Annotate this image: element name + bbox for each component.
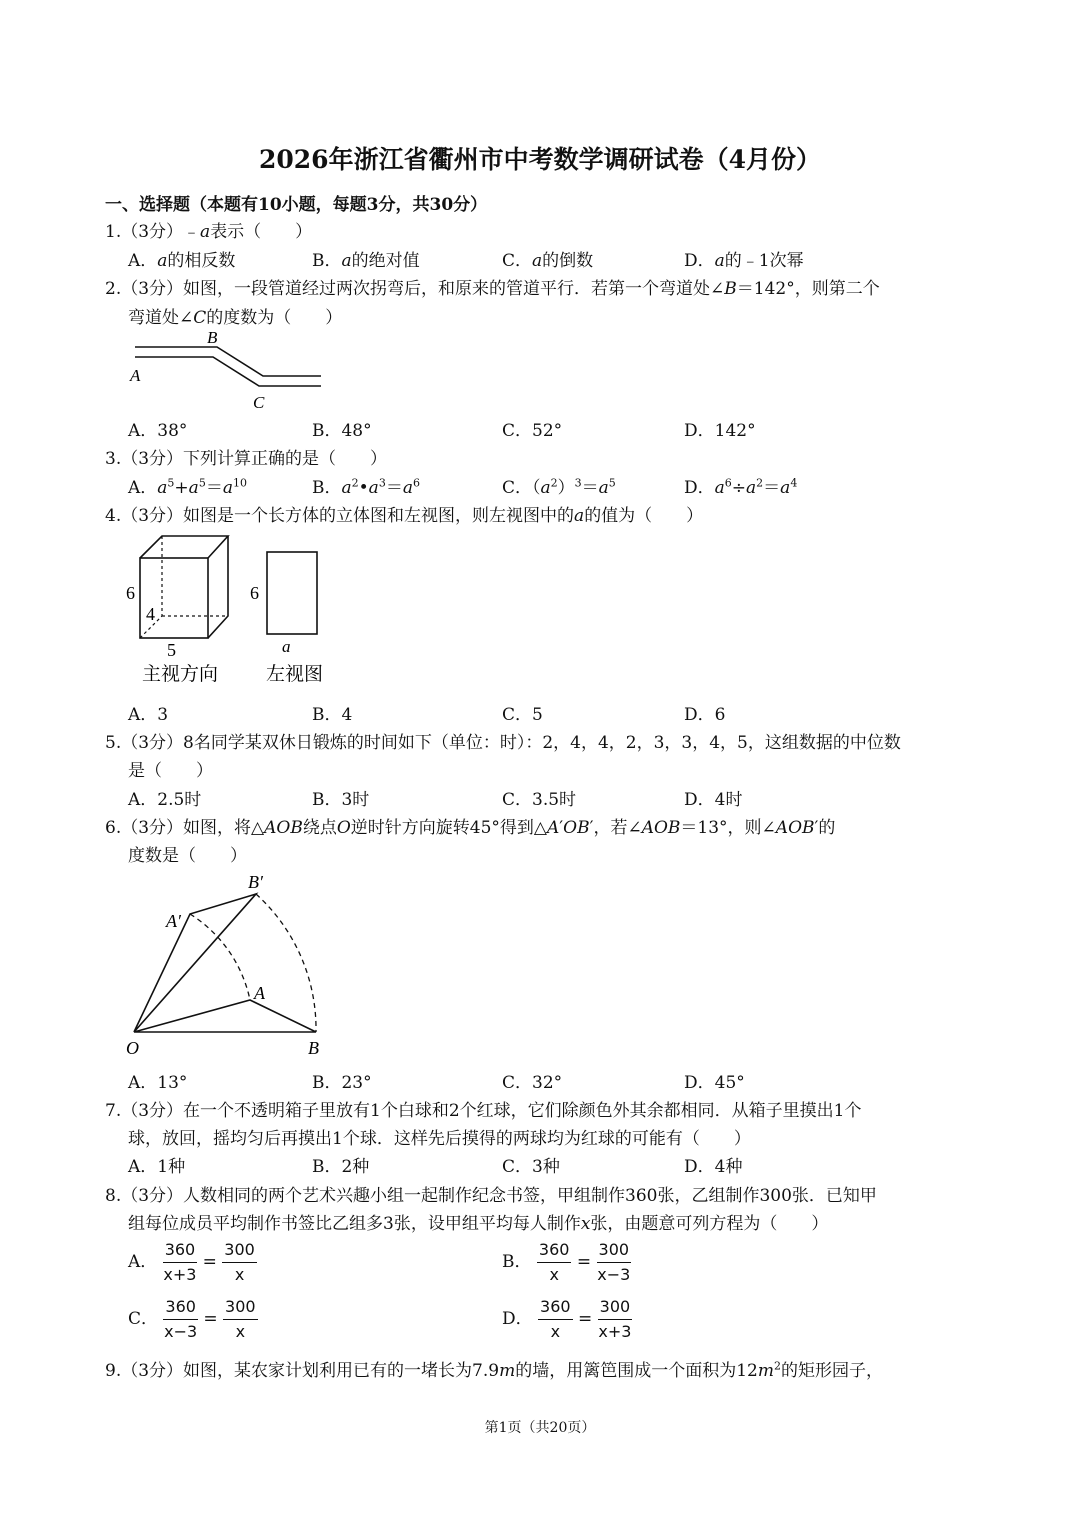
question-7-line1: 7.（3分）在一个不透明箱子里放有1个白球和2个红球，它们除颜色外其余都相同．从箱子里摸出1个 xyxy=(105,1101,862,1121)
q4-option-b: B．4 xyxy=(312,705,353,725)
q4-option-a: A．3 xyxy=(128,705,169,725)
view-height: 6 xyxy=(250,583,259,603)
q7-option-b: B．2种 xyxy=(312,1157,370,1177)
q1-option-b: B．a的绝对值 xyxy=(312,251,420,271)
cube-depth: 4 xyxy=(146,604,155,624)
q5-option-c: C．3.5时 xyxy=(502,790,577,810)
label-b: B xyxy=(207,328,218,347)
q7-option-d: D．4种 xyxy=(684,1157,743,1177)
q3-option-d: D．$a^6\div a^2=a^4$ xyxy=(684,476,798,498)
page-title: 2026年浙江省衢州市中考数学调研试卷（4月份） xyxy=(259,145,821,174)
q7-option-a: A．1种 xyxy=(128,1157,186,1177)
q6-option-c: C．32° xyxy=(502,1073,563,1093)
question-7-line2: 球，放回，摇均匀后再摸出1个球．这样先后摸得的两球均为红球的可能有（ ） xyxy=(128,1129,751,1149)
question-2-line1: 2.（3分）如图，一段管道经过两次拐弯后，和原来的管道平行．若第一个弯道处∠B＝142°，则第二个 xyxy=(105,279,880,299)
q8-option-b: B． $\frac{360}{x}$ = $\frac{300}{x-3}$ xyxy=(502,1240,631,1284)
q5-option-a: A．2.5时 xyxy=(128,790,202,810)
question-6-line2: 度数是（ ） xyxy=(128,846,247,866)
cube-height: 6 xyxy=(126,583,135,603)
view-a: a xyxy=(282,637,291,656)
q1-option-d: D．a的﹣1次幂 xyxy=(684,251,804,271)
q8-option-c: C． $\frac{360}{x-3}$ = $\frac{300}{x}$ xyxy=(128,1297,256,1341)
question-3-stem: 3.（3分）下列计算正确的是（ ） xyxy=(105,449,388,469)
q5-option-b: B．3时 xyxy=(312,790,370,810)
caption-left: 左视图 xyxy=(266,664,324,685)
q7-option-c: C．3种 xyxy=(502,1157,560,1177)
q2-option-c: C．52° xyxy=(502,421,563,441)
q8-option-a: A． $\frac{360}{x+3}$ = $\frac{300}{x}$ xyxy=(128,1240,255,1284)
q2-option-a: A．38° xyxy=(128,421,188,441)
question-8-line2: 组每位成员平均制作书签比乙组多3张，设甲组平均每人制作x张，由题意可列方程为（ ） xyxy=(128,1214,829,1234)
label-b: B xyxy=(308,1038,319,1058)
q1-option-a: A．a的相反数 xyxy=(128,251,236,271)
question-9-line1: 9.（3分）如图，某农家计划利用已有的一堵长为7.9m的墙，用篱笆围成一个面积为$12m^2$的矩形园子， xyxy=(105,1359,883,1381)
pipe-figure xyxy=(125,325,335,415)
q2-option-b: B．48° xyxy=(312,421,372,441)
q1-option-c: C．a的倒数 xyxy=(502,251,594,271)
question-5-line1: 5.（3分）8名同学某双休日锻炼的时间如下（单位：时）：2，4，4，2，3，3，4，5，这组数据的中位数 xyxy=(105,733,901,753)
question-5-line2: 是（ ） xyxy=(128,761,213,781)
label-o: O xyxy=(126,1038,139,1058)
q5-option-d: D．4时 xyxy=(684,790,743,810)
label-a: A xyxy=(254,983,265,1003)
rotation-figure xyxy=(120,868,340,1063)
label-b-prime: B′ xyxy=(248,872,263,892)
question-2-line2: 弯道处∠C的度数为（ ） xyxy=(128,308,343,328)
page-footer: 第1页（共20页） xyxy=(484,1420,596,1436)
q3-option-b: B．$a^2•a^3=a^6$ xyxy=(312,476,420,498)
cube-width: 5 xyxy=(167,640,176,660)
label-c: C xyxy=(253,393,265,412)
question-6-line1: 6.（3分）如图，将△AOB绕点O逆时针方向旋转45°得到△A′OB′，若∠AOB＝13°，则∠AOB′的 xyxy=(105,818,836,838)
q8-option-d: D． $\frac{360}{x}$ = $\frac{300}{x+3}$ xyxy=(502,1297,632,1341)
q3-option-c: C．$(a^2)^3=a^5$ xyxy=(502,476,616,498)
section-heading: 一、选择题（本题有10小题，每题3分，共30分） xyxy=(105,195,488,215)
q4-option-d: D．6 xyxy=(684,705,726,725)
cuboid-figure xyxy=(120,528,350,693)
q6-option-b: B．23° xyxy=(312,1073,372,1093)
q6-option-a: A．13° xyxy=(128,1073,188,1093)
q2-option-d: D．142° xyxy=(684,421,756,441)
label-a-prime: A′ xyxy=(166,911,181,931)
caption-front: 主视方向 xyxy=(142,664,219,685)
question-4-stem: 4.（3分）如图是一个长方体的立体图和左视图，则左视图中的a的值为（ ） xyxy=(105,506,704,526)
q3-option-a: A．$a^5+a^5=a^{10}$ xyxy=(128,476,247,498)
question-8-line1: 8.（3分）人数相同的两个艺术兴趣小组一起制作纪念书签，甲组制作360张，乙组制作300张．已知甲 xyxy=(105,1186,877,1206)
q4-option-c: C．5 xyxy=(502,705,543,725)
question-1-stem: 1.（3分）﹣a表示（ ） xyxy=(105,222,313,242)
q6-option-d: D．45° xyxy=(684,1073,745,1093)
label-a: A xyxy=(130,366,141,385)
